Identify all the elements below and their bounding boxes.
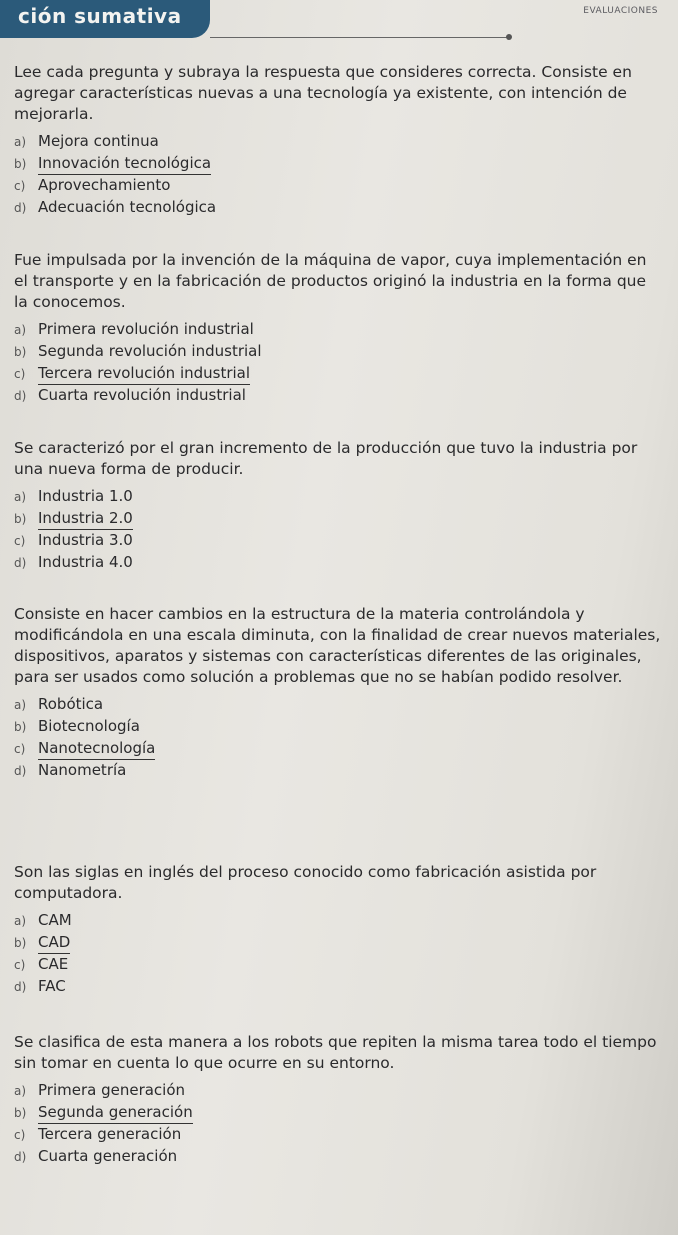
option-text: Industria 1.0 [38,487,133,505]
option-letter: b) [14,512,27,526]
option-c[interactable] [14,1124,664,1146]
section-title-bar [0,0,210,38]
option-letter: c) [14,1128,26,1142]
corner-label: EVALUACIONES [583,6,658,16]
option-text-underlined: Innovación tecnológica [38,153,211,175]
question-6 [14,1032,664,1168]
option-text: Aprovechamiento [38,176,171,194]
option-text-underlined: Tercera revolución industrial [38,363,250,385]
option-c[interactable] [14,738,664,760]
option-letter: d) [14,389,27,403]
options [14,486,664,574]
option-letter: a) [14,135,27,149]
question-text: Se clasifica de esta manera a los robots que repiten la misma tarea todo el tiempo sin tomar en cuenta lo que ocurre en su entorno. [14,1033,657,1072]
options [14,910,664,998]
option-text: Cuarta revolución industrial [38,386,246,404]
option-text: Industria 3.0 [38,531,133,549]
question-2 [14,250,664,407]
question-text: Consiste en hacer cambios en la estructura de la materia controlándola y modificándola en una escala diminuta, con la finalidad de crear nuevos materiales, dispositivos, aparatos y sistemas con características diferentes de las originales, para ser usados como solución a problemas que no se habían podido resolver. [14,605,661,686]
question-text: Lee cada pregunta y subraya la respuesta que consideres correcta. Consiste en agregar características nuevas a una tecnología ya existente, con intención de mejorarla. [14,63,632,123]
option-letter: c) [14,179,26,193]
option-text-underlined: Segunda generación [38,1102,193,1124]
option-d[interactable] [14,552,664,574]
option-d[interactable] [14,385,664,407]
option-c[interactable] [14,175,664,197]
option-letter: a) [14,323,27,337]
option-b[interactable] [14,716,664,738]
option-text-underlined: Industria 2.0 [38,508,133,530]
option-letter: a) [14,490,27,504]
option-b[interactable] [14,932,664,954]
options [14,694,664,782]
option-letter: b) [14,1106,27,1120]
option-text: Industria 4.0 [38,553,133,571]
option-text: Cuarta generación [38,1147,178,1165]
option-letter: c) [14,534,26,548]
option-text: Mejora continua [38,132,159,150]
question-3 [14,438,664,574]
option-text: FAC [38,977,66,995]
options [14,131,664,219]
option-letter: b) [14,157,27,171]
option-text: Biotecnología [38,717,140,735]
question-5 [14,862,664,998]
option-letter: c) [14,367,26,381]
section-title: ción sumativa [18,4,182,28]
option-a[interactable] [14,910,664,932]
title-rule-dot [506,34,512,40]
title-rule [210,37,510,38]
option-letter: b) [14,936,27,950]
option-letter: a) [14,914,27,928]
option-a[interactable] [14,694,664,716]
options [14,319,664,407]
option-letter: d) [14,764,27,778]
option-a[interactable] [14,131,664,153]
option-c[interactable] [14,363,664,385]
option-text: Adecuación tecnológica [38,198,217,216]
option-text-underlined: Nanotecnología [38,738,155,760]
question-4 [14,604,664,782]
question-text: Son las siglas en inglés del proceso conocido como fabricación asistida por computadora. [14,863,597,902]
option-d[interactable] [14,976,664,998]
option-a[interactable] [14,486,664,508]
option-letter: a) [14,1084,27,1098]
option-letter: d) [14,201,27,215]
option-letter: d) [14,556,27,570]
option-c[interactable] [14,530,664,552]
option-text: Robótica [38,695,104,713]
option-text: Primera revolución industrial [38,320,254,338]
option-text: Segunda revolución industrial [38,342,262,360]
option-letter: c) [14,742,26,756]
option-text: Nanometría [38,761,127,779]
option-d[interactable] [14,760,664,782]
option-text-underlined: CAD [38,932,70,954]
option-a[interactable] [14,1080,664,1102]
option-letter: d) [14,980,27,994]
option-c[interactable] [14,954,664,976]
option-letter: b) [14,345,27,359]
option-b[interactable] [14,508,664,530]
option-b[interactable] [14,341,664,363]
question-1 [14,62,664,219]
option-letter: b) [14,720,27,734]
option-text: CAE [38,955,69,973]
option-text: CAM [38,911,72,929]
options [14,1080,664,1168]
option-letter: c) [14,958,26,972]
option-letter: d) [14,1150,27,1164]
option-text: Tercera generación [38,1125,182,1143]
option-letter: a) [14,698,27,712]
question-text: Fue impulsada por la invención de la máquina de vapor, cuya implementación en el transporte y en la fabricación de productos originó la industria en la forma que la conocemos. [14,251,647,311]
option-b[interactable] [14,153,664,175]
option-d[interactable] [14,197,664,219]
question-text: Se caracterizó por el gran incremento de la producción que tuvo la industria por una nueva forma de producir. [14,439,638,478]
option-text: Primera generación [38,1081,186,1099]
option-b[interactable] [14,1102,664,1124]
option-d[interactable] [14,1146,664,1168]
option-a[interactable] [14,319,664,341]
